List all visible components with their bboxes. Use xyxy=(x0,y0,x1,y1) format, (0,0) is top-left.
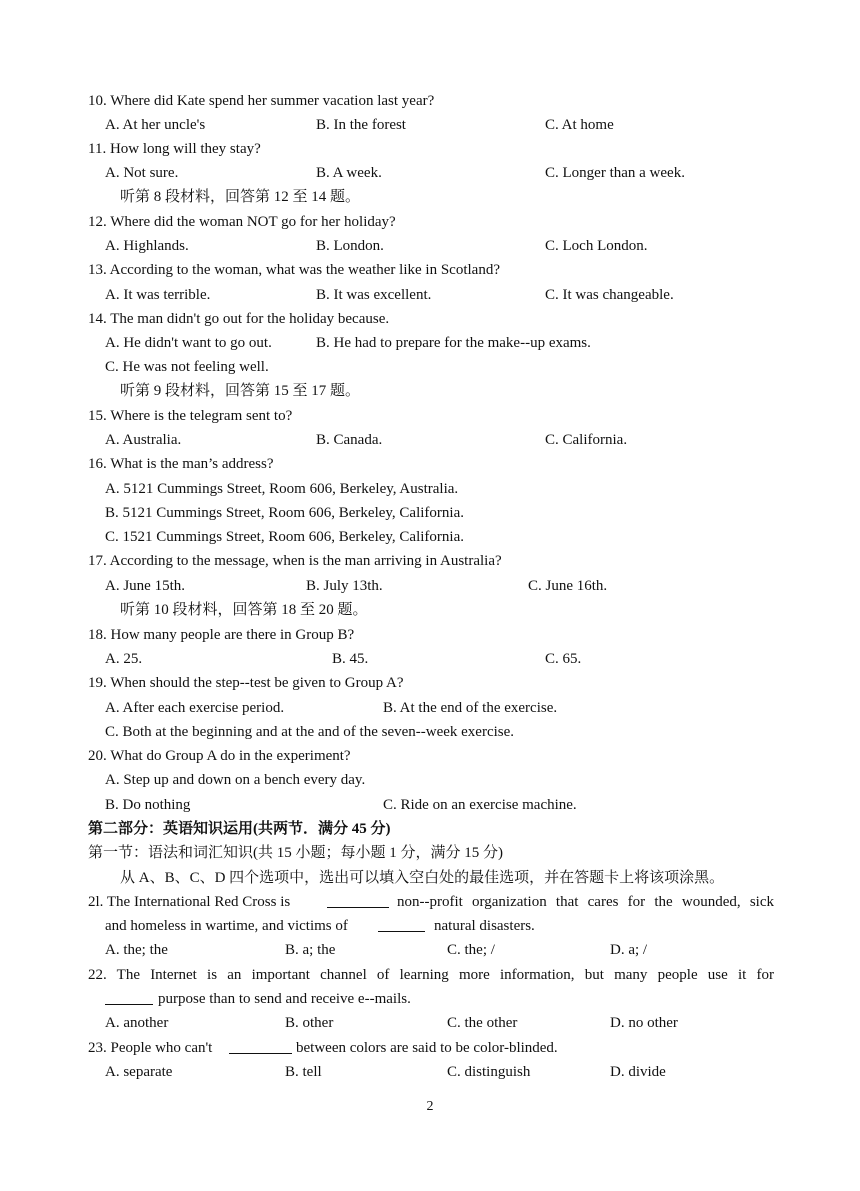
question-10-stem: 10. Where did Kate spend her summer vacation last year? xyxy=(88,93,435,109)
question-21-blank-1 xyxy=(327,893,389,908)
question-21-line1-end: non--profit organization that cares for the wounded, sick xyxy=(397,894,774,910)
question-13-option-a: A. It was terrible. xyxy=(105,287,211,303)
question-16-option-c: C. 1521 Cummings Street, Room 606, Berkeley, California. xyxy=(105,529,464,545)
question-17-option-a: A. June 15th. xyxy=(105,578,185,594)
question-18-option-c: C. 65. xyxy=(545,651,582,667)
question-21-blank-2 xyxy=(378,917,425,932)
question-23-option-d: D. divide xyxy=(610,1064,666,1080)
question-16-stem: 16. What is the man’s address? xyxy=(88,456,274,472)
question-23-line1-end: between colors are said to be color-blinded. xyxy=(296,1040,558,1056)
question-15-stem: 15. Where is the telegram sent to? xyxy=(88,408,293,424)
question-11-option-c: C. Longer than a week. xyxy=(545,165,685,181)
question-18-option-a: A. 25. xyxy=(105,651,143,667)
question-23-option-c: C. distinguish xyxy=(447,1064,531,1080)
question-17-option-c: C. June 16th. xyxy=(528,578,608,594)
question-20-option-a: A. Step up and down on a bench every day. xyxy=(105,772,366,788)
question-22-option-a: A. another xyxy=(105,1015,169,1031)
question-20-stem: 20. What do Group A do in the experiment? xyxy=(88,748,351,764)
question-12-option-c: C. Loch London. xyxy=(545,238,648,254)
question-21-line1-start: 2l. The International Red Cross is xyxy=(88,894,291,910)
question-18-option-b: B. 45. xyxy=(332,651,369,667)
question-16-option-b: B. 5121 Cummings Street, Room 606, Berkeley, California. xyxy=(105,505,464,521)
section1-title: 第一节：语法和词汇知识(共 15 小题；每小题 1 分，满分 15 分) xyxy=(88,845,503,861)
question-21-line2-start: and homeless in wartime, and victims of xyxy=(105,918,348,934)
question-11-option-b: B. A week. xyxy=(316,165,382,181)
question-14-stem: 14. The man didn't go out for the holiday because. xyxy=(88,311,390,327)
question-23-option-a: A. separate xyxy=(105,1064,173,1080)
question-14-option-c: C. He was not feeling well. xyxy=(105,359,269,375)
question-15-option-a: A. Australia. xyxy=(105,432,182,448)
question-20-option-c: C. Ride on an exercise machine. xyxy=(383,797,577,813)
question-23-option-b: B. tell xyxy=(285,1064,322,1080)
question-21-option-b: B. a; the xyxy=(285,942,336,958)
question-13-option-c: C. It was changeable. xyxy=(545,287,674,303)
question-19-option-c: C. Both at the beginning and at the and of the seven--week exercise. xyxy=(105,724,515,740)
question-17-option-b: B. July 13th. xyxy=(306,578,383,594)
part2-title: 第二部分：英语知识运用(共两节．满分 45 分) xyxy=(88,821,391,837)
question-18-stem: 18. How many people are there in Group B? xyxy=(88,627,355,643)
question-19-option-b: B. At the end of the exercise. xyxy=(383,700,558,716)
question-12-stem: 12. Where did the woman NOT go for her holiday? xyxy=(88,214,396,230)
question-22-option-c: C. the other xyxy=(447,1015,518,1031)
question-10-option-b: B. In the forest xyxy=(316,117,406,133)
question-12-option-a: A. Highlands. xyxy=(105,238,189,254)
question-15-option-c: C. California. xyxy=(545,432,628,448)
question-12-option-b: B. London. xyxy=(316,238,384,254)
question-10-option-c: C. At home xyxy=(545,117,614,133)
page-number: 2 xyxy=(426,1099,434,1114)
question-21-line2-end: natural disasters. xyxy=(434,918,535,934)
question-22-option-b: B. other xyxy=(285,1015,334,1031)
question-23-line1-start: 23. People who can't xyxy=(88,1040,213,1056)
section1-instruction: 从 A、B、C、D 四个选项中，选出可以填入空白处的最佳选项，并在答题卡上将该项涂黑。 xyxy=(120,870,725,886)
question-13-option-b: B. It was excellent. xyxy=(316,287,432,303)
question-11-option-a: A. Not sure. xyxy=(105,165,179,181)
question-16-option-a: A. 5121 Cummings Street, Room 606, Berkeley, Australia. xyxy=(105,481,459,497)
question-11-stem: 11. How long will they stay? xyxy=(88,141,261,157)
question-22-line2-end: purpose than to send and receive e--mails. xyxy=(158,991,411,1007)
question-17-stem: 17. According to the message, when is the man arriving in Australia? xyxy=(88,553,502,569)
question-10-option-a: A. At her uncle's xyxy=(105,117,206,133)
question-23-blank xyxy=(229,1039,292,1054)
listening-instruction-9: 听第 9 段材料，回答第 15 至 17 题。 xyxy=(120,383,361,399)
question-14-option-a: A. He didn't want to go out. xyxy=(105,335,272,351)
question-22-option-d: D. no other xyxy=(610,1015,678,1031)
question-22-line1: 22. The Internet is an important channel of learning more information, but many people use it for xyxy=(88,967,774,983)
question-21-option-d: D. a; / xyxy=(610,942,648,958)
question-19-stem: 19. When should the step--test be given to Group A? xyxy=(88,675,404,691)
question-22-blank xyxy=(105,990,153,1005)
listening-instruction-10: 听第 10 段材料，回答第 18 至 20 题。 xyxy=(120,602,368,618)
question-14-option-b: B. He had to prepare for the make--up exams. xyxy=(316,335,591,351)
question-15-option-b: B. Canada. xyxy=(316,432,383,448)
question-19-option-a: A. After each exercise period. xyxy=(105,700,285,716)
question-21-option-c: C. the; / xyxy=(447,942,495,958)
listening-instruction-8: 听第 8 段材料，回答第 12 至 14 题。 xyxy=(120,189,361,205)
question-20-option-b: B. Do nothing xyxy=(105,797,191,813)
question-13-stem: 13. According to the woman, what was the weather like in Scotland? xyxy=(88,262,500,278)
question-21-option-a: A. the; the xyxy=(105,942,168,958)
